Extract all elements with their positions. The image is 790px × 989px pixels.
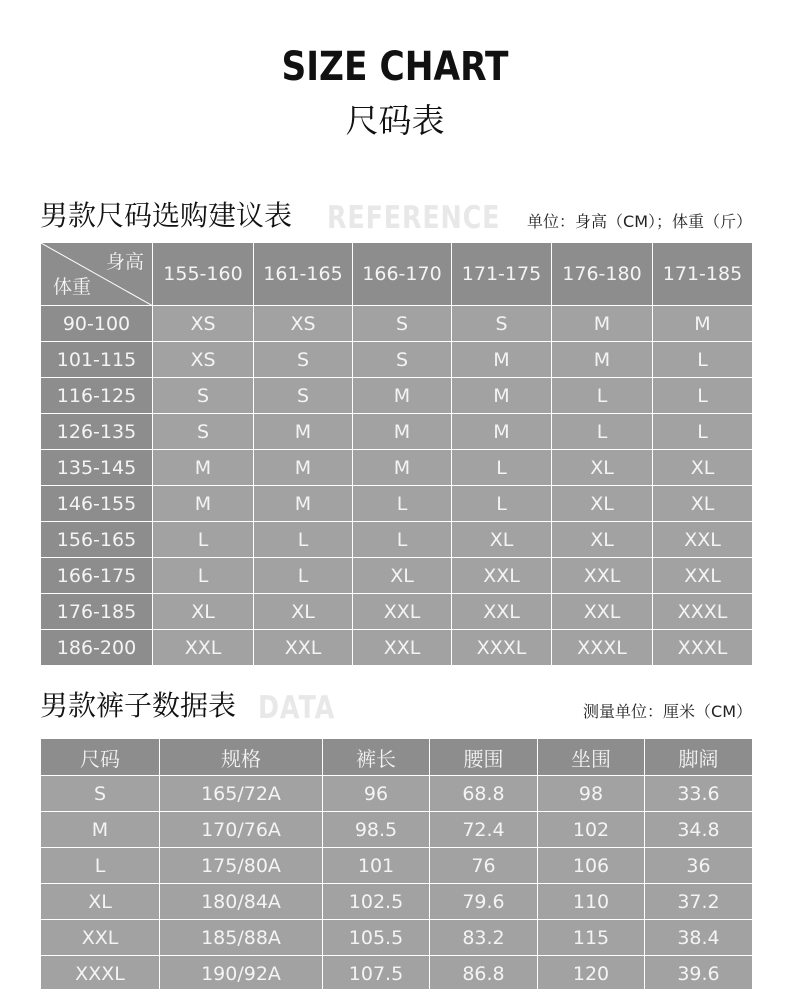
height-header-cell: 176-180 bbox=[552, 243, 653, 306]
pants-cell: 102 bbox=[538, 812, 645, 848]
size-cell: M bbox=[653, 306, 753, 342]
reference-section-header bbox=[40, 196, 752, 236]
reference-title: 男款尺码选购建议表 bbox=[40, 199, 293, 232]
weight-header-cell: 116-125 bbox=[41, 378, 153, 414]
weight-header-cell: 176-185 bbox=[41, 594, 153, 630]
pants-cell: 79.6 bbox=[430, 884, 538, 920]
pants-cell: XXL bbox=[41, 920, 160, 956]
size-cell: L bbox=[653, 414, 753, 450]
size-cell: XL bbox=[153, 594, 254, 630]
pants-cell: 185/88A bbox=[160, 920, 323, 956]
size-cell: XS bbox=[153, 306, 254, 342]
size-cell: S bbox=[254, 378, 353, 414]
page-title: SIZE CHART bbox=[281, 44, 509, 90]
size-table-row bbox=[41, 450, 753, 486]
reference-unit: 单位：身高（CM）；体重（斤） bbox=[527, 212, 752, 231]
pants-table-row bbox=[41, 884, 753, 920]
pants-cell: 115 bbox=[538, 920, 645, 956]
weight-header-cell: 135-145 bbox=[41, 450, 153, 486]
size-cell: XL bbox=[552, 486, 653, 522]
size-table-row bbox=[41, 558, 753, 594]
size-cell: L bbox=[353, 522, 452, 558]
size-cell: XXL bbox=[353, 594, 452, 630]
pants-cell: 86.8 bbox=[430, 956, 538, 989]
size-cell: XXL bbox=[552, 558, 653, 594]
size-table-row bbox=[41, 378, 753, 414]
pants-cell: 96 bbox=[323, 776, 430, 812]
corner-height-label: 身高 bbox=[105, 251, 144, 273]
pants-cell: XXXL bbox=[41, 956, 160, 989]
pants-table-row bbox=[41, 956, 753, 989]
size-table-row bbox=[41, 486, 753, 522]
size-table-row bbox=[41, 342, 753, 378]
pants-tag: DATA bbox=[258, 690, 336, 726]
size-cell: XL bbox=[452, 522, 552, 558]
weight-header-cell: 156-165 bbox=[41, 522, 153, 558]
pants-table-row bbox=[41, 812, 753, 848]
size-cell: M bbox=[353, 414, 452, 450]
size-cell: L bbox=[153, 522, 254, 558]
size-cell: XXXL bbox=[552, 630, 653, 666]
size-cell: M bbox=[452, 378, 552, 414]
size-cell: M bbox=[353, 378, 452, 414]
weight-header-cell: 101-115 bbox=[41, 342, 153, 378]
pants-cell: 102.5 bbox=[323, 884, 430, 920]
pants-cell: 68.8 bbox=[430, 776, 538, 812]
size-cell: XXXL bbox=[653, 594, 753, 630]
pants-unit: 测量单位：厘米（CM） bbox=[583, 702, 752, 721]
height-header-cell: 166-170 bbox=[353, 243, 452, 306]
size-cell: L bbox=[552, 378, 653, 414]
size-cell: L bbox=[353, 486, 452, 522]
size-cell: M bbox=[552, 342, 653, 378]
pants-cell: 175/80A bbox=[160, 848, 323, 884]
size-cell: S bbox=[353, 306, 452, 342]
size-cell: XL bbox=[653, 450, 753, 486]
size-cell: XXL bbox=[254, 630, 353, 666]
size-table-header-row bbox=[41, 243, 753, 306]
pants-cell: 83.2 bbox=[430, 920, 538, 956]
pants-column-header: 脚阔 bbox=[645, 739, 753, 776]
size-cell: M bbox=[452, 342, 552, 378]
weight-header-cell: 166-175 bbox=[41, 558, 153, 594]
size-cell: L bbox=[552, 414, 653, 450]
corner-weight-label: 体重 bbox=[53, 276, 92, 298]
pants-cell: 165/72A bbox=[160, 776, 323, 812]
size-cell: L bbox=[452, 486, 552, 522]
size-cell: M bbox=[153, 450, 254, 486]
pants-cell: 98 bbox=[538, 776, 645, 812]
pants-cell: 38.4 bbox=[645, 920, 753, 956]
size-cell: L bbox=[653, 342, 753, 378]
size-cell: M bbox=[254, 486, 353, 522]
pants-cell: 72.4 bbox=[430, 812, 538, 848]
weight-header-cell: 186-200 bbox=[41, 630, 153, 666]
size-cell: XXL bbox=[452, 594, 552, 630]
corner-cell bbox=[41, 243, 153, 306]
size-table-row bbox=[41, 306, 753, 342]
pants-cell: L bbox=[41, 848, 160, 884]
pants-cell: M bbox=[41, 812, 160, 848]
pants-cell: 120 bbox=[538, 956, 645, 989]
size-cell: L bbox=[254, 558, 353, 594]
weight-header-cell: 126-135 bbox=[41, 414, 153, 450]
weight-header-cell: 146-155 bbox=[41, 486, 153, 522]
pants-column-header: 尺码 bbox=[41, 739, 160, 776]
pants-cell: 107.5 bbox=[323, 956, 430, 989]
size-cell: XXL bbox=[353, 630, 452, 666]
size-cell: M bbox=[353, 450, 452, 486]
page-subtitle: 尺码表 bbox=[345, 101, 445, 140]
size-cell: S bbox=[153, 414, 254, 450]
size-cell: XXL bbox=[552, 594, 653, 630]
pants-cell: 33.6 bbox=[645, 776, 753, 812]
size-cell: XS bbox=[153, 342, 254, 378]
size-cell: XL bbox=[254, 594, 353, 630]
size-cell: XXXL bbox=[653, 630, 753, 666]
pants-cell: 34.8 bbox=[645, 812, 753, 848]
pants-section-header bbox=[40, 686, 752, 726]
pants-title: 男款裤子数据表 bbox=[40, 689, 237, 722]
size-table-row bbox=[41, 414, 753, 450]
size-cell: XL bbox=[353, 558, 452, 594]
pants-column-header: 裤长 bbox=[323, 739, 430, 776]
size-cell: XS bbox=[254, 306, 353, 342]
height-header-cell: 171-185 bbox=[653, 243, 753, 306]
size-cell: L bbox=[254, 522, 353, 558]
size-cell: M bbox=[153, 486, 254, 522]
size-cell: XL bbox=[552, 450, 653, 486]
pants-data-table bbox=[40, 738, 753, 989]
pants-table-row bbox=[41, 848, 753, 884]
size-cell: M bbox=[254, 450, 353, 486]
size-cell: S bbox=[452, 306, 552, 342]
size-cell: XXL bbox=[653, 522, 753, 558]
size-cell: XXL bbox=[452, 558, 552, 594]
pants-cell: 36 bbox=[645, 848, 753, 884]
pants-cell: 170/76A bbox=[160, 812, 323, 848]
pants-table-row bbox=[41, 776, 753, 812]
pants-cell: 101 bbox=[323, 848, 430, 884]
reference-tag: REFERENCE bbox=[327, 200, 501, 236]
pants-cell: XL bbox=[41, 884, 160, 920]
pants-cell: 39.6 bbox=[645, 956, 753, 989]
size-cell: S bbox=[254, 342, 353, 378]
size-cell: L bbox=[153, 558, 254, 594]
pants-cell: 37.2 bbox=[645, 884, 753, 920]
size-cell: M bbox=[452, 414, 552, 450]
size-table-row bbox=[41, 522, 753, 558]
weight-header-cell: 90-100 bbox=[41, 306, 153, 342]
pants-cell: S bbox=[41, 776, 160, 812]
size-cell: XL bbox=[653, 486, 753, 522]
pants-column-header: 坐围 bbox=[538, 739, 645, 776]
height-header-cell: 171-175 bbox=[452, 243, 552, 306]
pants-cell: 105.5 bbox=[323, 920, 430, 956]
size-cell: XXL bbox=[153, 630, 254, 666]
pants-table-row bbox=[41, 920, 753, 956]
pants-cell: 110 bbox=[538, 884, 645, 920]
size-cell: M bbox=[254, 414, 353, 450]
size-cell: L bbox=[653, 378, 753, 414]
size-cell: XL bbox=[552, 522, 653, 558]
height-header-cell: 161-165 bbox=[254, 243, 353, 306]
pants-column-header: 规格 bbox=[160, 739, 323, 776]
height-header-cell: 155-160 bbox=[153, 243, 254, 306]
size-table-row bbox=[41, 630, 753, 666]
pants-cell: 190/92A bbox=[160, 956, 323, 989]
size-cell: L bbox=[452, 450, 552, 486]
size-cell: S bbox=[153, 378, 254, 414]
pants-cell: 76 bbox=[430, 848, 538, 884]
pants-cell: 180/84A bbox=[160, 884, 323, 920]
size-cell: XXXL bbox=[452, 630, 552, 666]
size-table-row bbox=[41, 594, 753, 630]
pants-column-header: 腰围 bbox=[430, 739, 538, 776]
pants-cell: 98.5 bbox=[323, 812, 430, 848]
size-reference-table bbox=[40, 242, 753, 666]
size-cell: M bbox=[552, 306, 653, 342]
pants-table-header-row bbox=[41, 739, 753, 776]
size-cell: S bbox=[353, 342, 452, 378]
pants-cell: 106 bbox=[538, 848, 645, 884]
size-cell: XXL bbox=[653, 558, 753, 594]
